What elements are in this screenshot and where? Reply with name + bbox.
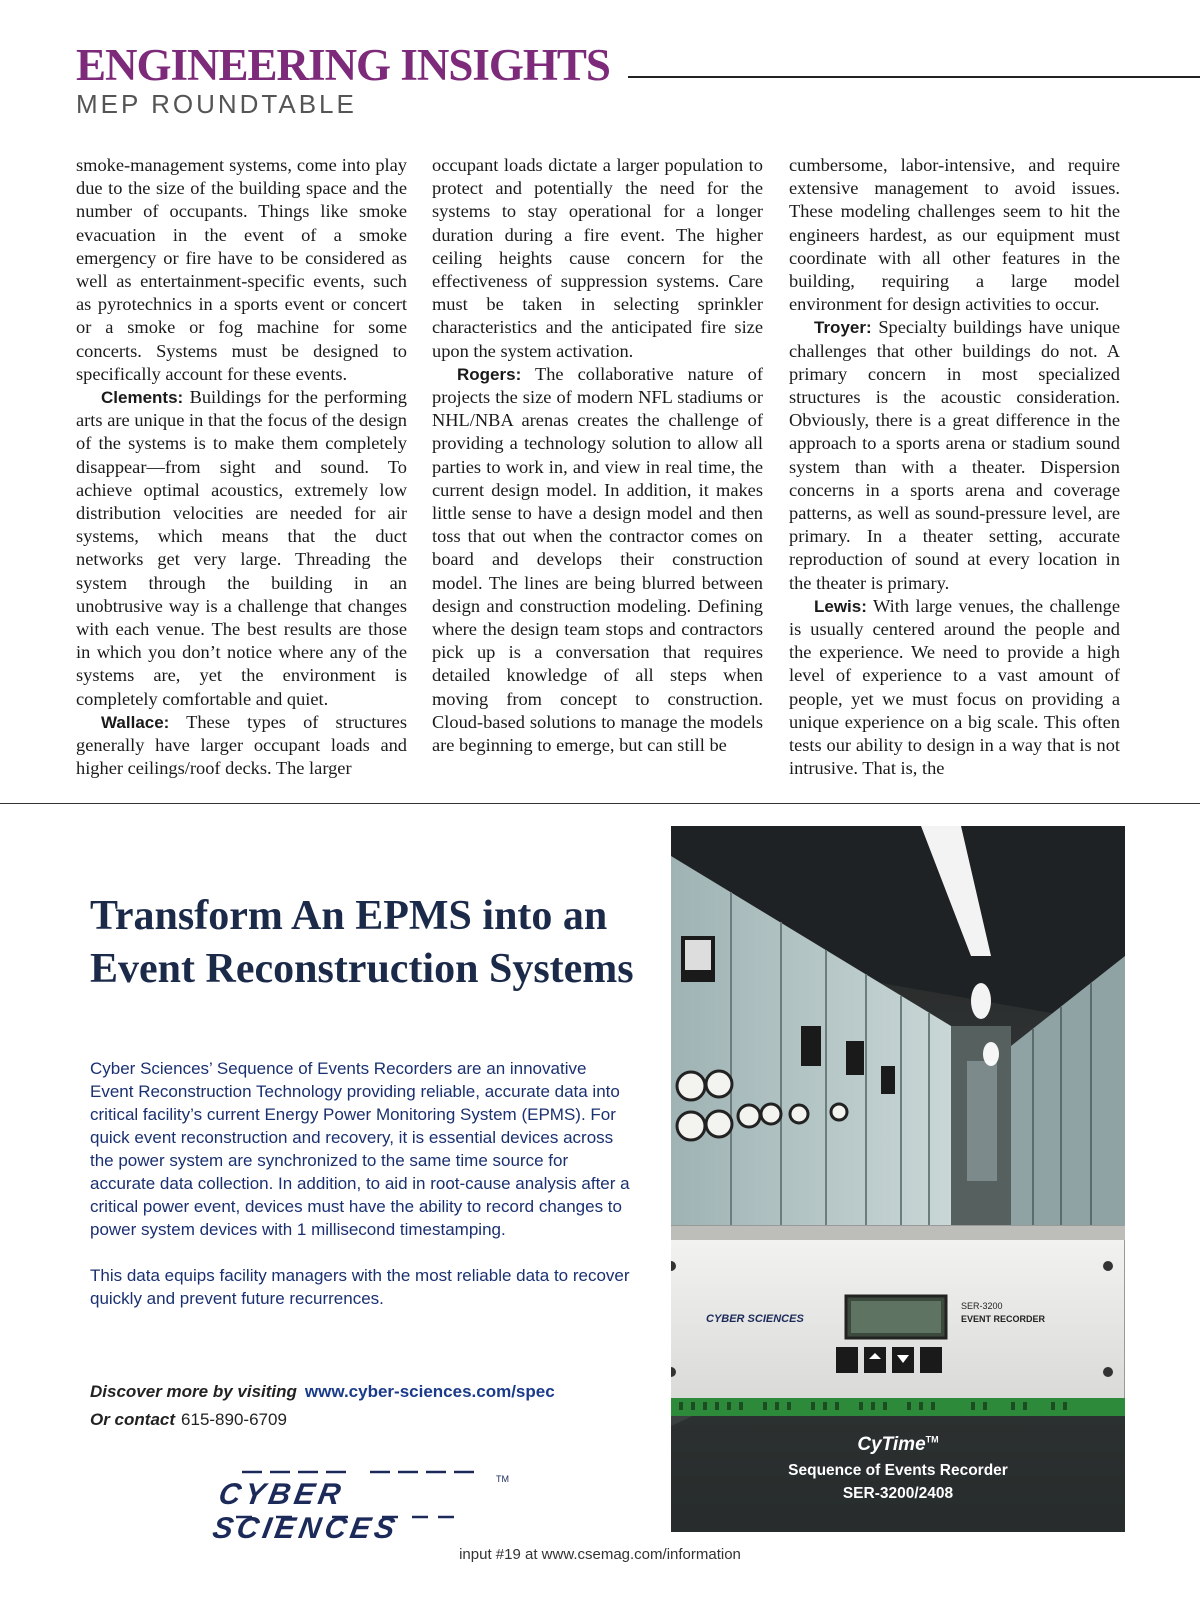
section-subtitle: MEP ROUNDTABLE — [76, 89, 357, 119]
ad-visit-line — [90, 1378, 555, 1406]
trademark-mark: TM — [496, 1474, 509, 1484]
speaker-name: Clements: — [101, 388, 184, 408]
ad-paragraph: This data equips facility managers with the most reliable data to recover quickly and prevent future recurrences. — [90, 1266, 630, 1308]
switchgear-room-illustration — [671, 826, 1125, 1532]
caption-line-1: Sequence of Events Recorder — [788, 1462, 1008, 1479]
contact-label: Or contact — [90, 1410, 176, 1429]
website-link[interactable]: www.cyber-sciences.com/spec — [304, 1382, 555, 1401]
ad-contact-line — [90, 1406, 555, 1434]
speaker-name: Troyer: — [814, 318, 872, 338]
paragraph-text: Buildings for the performing arts are unique in that the focus of the design of the systems is to make them completely disappear—from sight and sound. To achieve optimal acoustics, extremely low distribution velocities are needed for air systems, which means that the duct networks get very large. Threading the system through the building in an unobtrusive way is a challenge that changes with each venue. The best results are those in which you don’t notice where any of the systems are, yet the environment is completely comfortable and quiet. — [76, 387, 407, 709]
caption-brand — [671, 1434, 1125, 1456]
device-model: SER-3200 — [961, 1301, 1003, 1311]
speaker-name: Lewis: — [814, 596, 867, 616]
phone-number: 615-890-6709 — [181, 1410, 287, 1429]
paragraph-text: These types of structures generally have larger occupant loads and higher ceilings/roof decks. The larger — [76, 711, 407, 779]
paragraph — [76, 711, 407, 781]
section-divider — [0, 803, 1200, 804]
cyber-sciences-logo — [210, 1470, 509, 1545]
paragraph — [789, 316, 1120, 594]
ad-headline-line: Transform An EPMS into an — [90, 893, 608, 939]
caption-trademark: TM — [925, 1434, 939, 1445]
ad-contact — [90, 1378, 555, 1434]
paragraph — [432, 363, 763, 757]
speaker-name: Wallace: — [101, 712, 170, 732]
article-column-2 — [432, 154, 763, 757]
product-photo — [671, 826, 1125, 1532]
paragraph — [432, 154, 763, 363]
paragraph — [789, 595, 1120, 781]
device-label: EVENT RECORDER — [961, 1314, 1046, 1324]
paragraph-text: Specialty buildings have unique challenges that other buildings do not. A primary concern in most specialized structures is the acoustic consideration. Obviously, there is a great difference in the approach to a sports arena or stadium sound system than with a theater. Dispersion concerns in a sports arena and coverage patterns, as well as sound-pressure level, are primary. In a theater setting, accurate reproduction of sound at every location in the theater is primary. — [789, 317, 1120, 593]
ad-paragraph: Cyber Sciences’ Sequence of Events Recorders are an innovative Event Reconstruction Technology providing reliable, accurate data into critical facility’s current Energy Power Monitoring System (EPMS). For quick event reconstruction and recovery, it is essential devices across the power system are synchronized to the same time source for accurate data collection. In addition, to aid in root-cause analysis after a critical power event, devices must have the ability to record changes to power system devices with 1 millisecond timestamping. — [90, 1059, 630, 1239]
article-column-1 — [76, 154, 407, 780]
page-footer: input #19 at www.csemag.com/information — [459, 1546, 741, 1563]
paragraph-text: The collaborative nature of projects the size of modern NFL stadiums or NHL/NBA arenas creates the challenge of providing a technology solution to allow all parties to work in, and view in real time, the current design model. In addition, it makes little sense to have a design model and then toss that out when the contractor comes on board and develops their construction model. The lines are being blurred between design and construction modeling. Defining where the design team stops and contractors pick up is a conversation that requires detailed knowledge of all steps when moving from concept to construction. Cloud-based solutions to manage the models are beginning to emerge, but can still be — [432, 363, 763, 756]
section-header — [76, 40, 1200, 118]
discover-label: Discover more by visiting — [90, 1382, 297, 1401]
event-recorder-device — [671, 1226, 1125, 1416]
article-body — [76, 154, 1122, 794]
ad-headline — [90, 890, 650, 996]
header-rule — [628, 76, 1200, 78]
paragraph-text: With large venues, the challenge is usually centered around the people and the experience. We need to provide a high level of experience to a vast amount of people, yet we must focus on providing a unique experience on a big scale. This often tests our ability to design in a way that is not intrusive. That is, the — [789, 595, 1120, 779]
ad-body — [90, 1057, 630, 1333]
caption-line-2: SER-3200/2408 — [842, 1485, 954, 1502]
section-title: ENGINEERING INSIGHTS — [76, 40, 610, 90]
ad-headline-line: Event Reconstruction Systems — [90, 946, 634, 992]
device-brand: CYBER SCIENCES — [706, 1313, 804, 1325]
paragraph — [76, 154, 407, 386]
paragraph — [76, 386, 407, 711]
article-column-3 — [789, 154, 1120, 780]
paragraph-text: occupant loads dictate a larger population to protect and potentially the need for the systems to stay operational for a longer duration during a fire event. The higher ceiling heights cause concern for the effectiveness of suppression systems. Care must be taken in selecting sprinkler characteristics and the anticipated fire size upon the system activation. — [432, 155, 763, 361]
paragraph — [789, 154, 1120, 316]
paragraph-text: smoke-management systems, come into play due to the size of the building space and the number of occupants. Things like smoke evacuation in the event of a smoke emergency or fire have to be considered as well as entertainment-specific events, such as pyrotechnics in a sports event or concert or a smoke or fog machine for some concerts. Systems must be designed to specifically account for these events. — [76, 155, 407, 384]
paragraph-text: cumbersome, labor-intensive, and require extensive management to avoid issues. These modeling challenges seem to hit the engineers hardest, as our equipment must coordinate with all other features in the building, requiring a large model environment for design activities to occur. — [789, 155, 1120, 315]
caption-brand-name: CyTime — [857, 1434, 926, 1455]
logo-wordmark: CYBER SCIENCES — [210, 1478, 402, 1545]
speaker-name: Rogers: — [457, 364, 522, 384]
